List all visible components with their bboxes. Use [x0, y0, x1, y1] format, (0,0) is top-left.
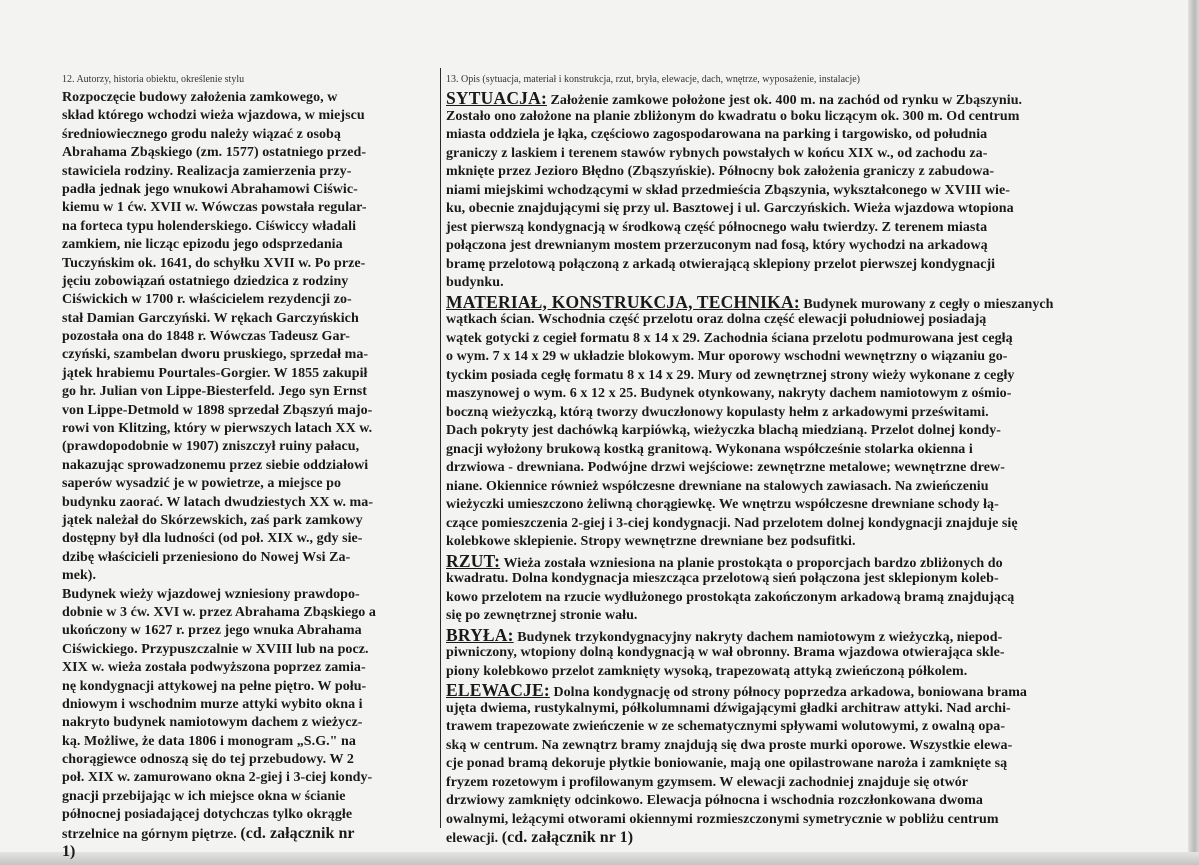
history-line: średniowiecznego grodu należy wiązać z osobą [62, 126, 341, 142]
history-line: padła jednak jego wnukowi Abrahamowi Ciświc- [62, 181, 358, 197]
section-first-line-text: Budynek trzykondygnacyjny nakryty dachem namiotowym z wieżyczką, niepod- [513, 629, 1003, 645]
section-line: owalnymi, leżącymi otworami okiennymi rozmieszczonymi symetrycznie w pobliżu centrum [446, 811, 999, 827]
history-line: nę kondygnacji attykowej na pełne piętro. W połu- [62, 678, 367, 694]
history-caption: 12. Autorzy, historia obiektu, określenie stylu [62, 74, 245, 85]
section-line: budynku. [446, 275, 504, 290]
section-heading: BRYŁA: [446, 624, 514, 645]
history-line: poł. XIX w. zamurowano okna 2-giej i 3-ciej kondy- [62, 770, 373, 786]
history-line: chorągiewce odnoszą się do tej przebudowy. W 2 [62, 752, 354, 768]
history-column [62, 74, 436, 861]
section-line: trawem trapezowate zwieńczenie w ze schematycznymi spływami wolutowymi, z owalną opa- [446, 719, 1006, 734]
history-line: kiemu w 1 ćw. XVII w. Wówczas powstała regular- [62, 200, 367, 216]
section-line: bramę przelotową połączoną z arkadą otwierającą sklepiony przelot pierwszej kondygnacji [446, 256, 996, 272]
history-line: Tuczyńskim ok. 1641, do schyłku XVII w. Po prze- [62, 255, 366, 271]
section-heading: SYTUACJA: [446, 88, 547, 108]
history-line: jęciu zobowiązań ostatniego dziedzica z rodziny [62, 273, 349, 289]
section-line: wieżyczki umieszczono żeliwną chorągiewkę. We wnętrzu współczesne drewniane schody łą- [446, 497, 999, 512]
section-line: drzwiowa - drewniana. Podwójne drzwi wejściowe: zewnętrzne metalowe; wewnętrzne drew- [446, 460, 1005, 475]
description-text [446, 89, 1174, 848]
section-line: się po zewnętrznej stronie wału. [446, 608, 638, 623]
history-line: XIX w. wieża została podwyższona poprzez zamia- [62, 660, 366, 676]
history-line: (prawdopodobnie w 1907) zniszczył ruiny pałacu, [62, 439, 360, 455]
section-heading: ELEWACJE: [446, 680, 550, 700]
history-line: dniowym i wschodnim murze attyki wybito okna i [62, 696, 363, 712]
history-line: rowi von Klitzing, który w pierwszych latach XX w. [62, 421, 373, 437]
section-line: gnacji wyłożony brukową kostką granitową. Wykonana współcześnie stolarka okienna i [446, 441, 973, 457]
section-line: wątek gotycki z cegieł formatu 8 x 14 x 29. Zachodnia ściana przelotu podmurowana jest cegłą [446, 330, 1013, 346]
history-last-line-text: strzelnice na górnym piętrze. [62, 826, 237, 842]
description-caption: 13. Opis (sytuacja, materiał i konstrukcja, rzut, bryła, elewacje, dach, wnętrze, wyposażenie, instalacje) [446, 74, 860, 85]
section-first-line [446, 293, 1174, 312]
section-line: kowo przelotem na rzucie wydłużonego prostokąta zakończonym arkadową bramą znajdującą [446, 589, 1015, 605]
history-line: zamkiem, nie licząc epizodu jego odsprzedania [62, 237, 343, 253]
section-line: maszynowej o wym. 6 x 12 x 25. Budynek otynkowany, nakryty dachem namiotowym z ośmio- [446, 386, 1012, 401]
section-line: cje ponad bramą dekoruje płytkie boniowanie, mają one opilastrowane naroża i zamknięte są [446, 756, 1008, 771]
section-line: kwadratu. Dolna kondygnacja mieszcząca przelotową sień połączona jest sklepionym koleb- [446, 571, 999, 586]
section-heading: MATERIAŁ, KONSTRUKCJA, TECHNIKA: [446, 291, 800, 312]
section-line: miasta oddziela je łąka, częściowo zagospodarowana na parking i targowisko, od południa [446, 127, 988, 142]
history-line: czyński, szambelan dworu pruskiego, sprzedał ma- [62, 347, 369, 363]
section-first-line [446, 681, 1174, 700]
section-line: ku, obecnie znajdującymi się przy ul. Basztowej i ul. Garczyńskich. Wieża wjazdowa wtopiona [446, 201, 1014, 216]
history-line: stawiciela rodziny. Realizacja zamierzenia przy- [62, 163, 352, 179]
history-line: dobnie w 3 ćw. XVI w. przez Abrahama Zbąskiego a [62, 604, 376, 620]
history-text [62, 89, 436, 825]
section-line: graniczy z laskiem i terenem stawów rybnych powstałych w końcu XIX w., od zachodu za- [446, 145, 988, 161]
section-line: wątkach ścian. Wschodnia część przelotu oraz dolna część elewacji południowej posiadają [446, 312, 987, 327]
section-first-line [446, 626, 1174, 645]
section-line: jest pierwszą kondygnacją w środkową część północnego wału twierdzy. Z terenem miasta [446, 219, 988, 235]
section-line: tyckim posiada cegłę formatu 8 x 14 x 29. Mury od zewnętrznej strony wieży wykonane z cegły [446, 367, 1015, 383]
section-line: mknięte przez Jezioro Błędno (Zbąszyńskie). Północny bok założenia graniczy z zabudowa- [446, 164, 995, 179]
section-line: piwniczony, wtopiony dolną kondygnacją w wał obronny. Brama wjazdowa otwierająca skle- [446, 645, 1005, 660]
section-line: ską w centrum. Na zewnątrz bramy znajdują się dwa proste murki oporowe. Wszystkie elewa- [446, 737, 1013, 753]
history-line: północnej posiadającej dotychczas tylko okrągłe [62, 807, 353, 823]
section-heading: RZUT: [446, 550, 501, 571]
section-line: drzwiowy zamknięty odcinkowo. Elewacja północna i wschodnia rozczłonkowana dwoma [446, 793, 983, 808]
history-line: gnacji przebijając w ich miejsce okna w ścianie [62, 788, 346, 804]
history-line: nakazując sprowadzonemu przez siebie oddziałowi [62, 457, 369, 473]
section-line: Dach pokryty jest dachówką karpiówką, wieżyczka blachą miedzianą. Przelot dolnej kondy- [446, 423, 1002, 438]
history-last-line [62, 825, 436, 843]
section-line: połączona jest drewnianym mostem przerzuconym nad fosą, który wychodzi na arkadową [446, 238, 988, 253]
scan-edge-right [1188, 0, 1199, 865]
section-line: ujęta dwiema, rustykalnymi, półkolumnami dźwigającymi gładki architraw attyki. Nad archi- [446, 700, 1011, 716]
section-first-line-text: Dolna kondygnację od strony północy poprzedza arkadowa, boniowana brama [549, 685, 1027, 700]
history-line: Rozpoczęcie budowy założenia zamkowego, w [62, 90, 338, 105]
history-line: dzibę właścicieli przeniesiono do Nowej Wsi Za- [62, 549, 351, 565]
column-divider [440, 68, 441, 828]
section-first-line [446, 89, 1174, 108]
history-line: skład którego wchodzi wieża wjazdowa, w miejscu [62, 108, 365, 124]
history-line: ką. Możliwe, że data 1806 i monogram „S.G." na [62, 733, 356, 749]
section-line: czące pomieszczenia 2-giej i 3-ciej kondygnacji. Nad przelotem dolnej kondygnacji znajduje się [446, 515, 1018, 531]
section-line: niane. Okiennice również współczesne drewniane na stalowych zawiasach. Na zwieńczeniu [446, 478, 989, 494]
section-line: piony kolebkowo przelot zamknięty wysoką, trapezowatą attyką zwieńczoną półkolem. [446, 663, 968, 679]
history-line: dostępny był dla ludności (od poł. XIX w., gdy sie- [62, 531, 363, 547]
section-line: Zostało ono założone na planie zbliżonym do kwadratu o boku liczącym ok. 300 m. Od centrum [446, 108, 1020, 124]
history-line: Abrahama Zbąskiego (zm. 1577) ostatniego przed- [62, 145, 367, 161]
description-column [446, 74, 1174, 846]
section-line: kolebkowe sklepienie. Stropy wewnętrzne drewniane bez podsufitki. [446, 534, 856, 549]
history-line: go hr. Julian von Lippe-Biesterfeld. Jego syn Ernst [62, 384, 368, 400]
history-line: stał Damian Garczyński. W rękach Garczyńskich [62, 310, 359, 326]
history-line: mek). [62, 568, 97, 584]
section-line: boczną wieżyczką, którą tworzy dwuczłonowy kopulasty hełm z arkadowymi prześwitami. [446, 404, 989, 420]
section-first-line-text: Wieża została wzniesiona na planie prostokąta o proporcjach bardzo zbliżonych do [500, 555, 1003, 571]
history-line: na forteca typu holenderskiego. Ciświccy władali [62, 218, 357, 234]
history-line: ukończony w 1627 r. przez jego wnuka Abrahama [62, 623, 362, 639]
section-first-line [446, 552, 1174, 571]
history-line: nakryto budynek namiotowym dachem z wieżycz- [62, 715, 363, 731]
history-line: budynku zaorać. W latach dwudziestych XX w. ma- [62, 494, 374, 510]
section-first-line-text: Budynek murowany z cegły o mieszanych [799, 296, 1054, 312]
history-line: pozostała ona do 1848 r. Wówczas Tadeusz Gar- [62, 329, 350, 345]
section-last-line-text: elewacji. [446, 831, 499, 846]
section-last-line [446, 829, 1174, 848]
section-first-line-text: Założenie zamkowe położone jest ok. 400 m. na zachód od rynku w Zbąszyniu. [546, 93, 1023, 108]
description-appendix-ref: (cd. załącznik nr 1) [501, 829, 634, 846]
history-line: Ciświckiego. Przypuszczalnie w XVIII lub na pocz. [62, 641, 369, 657]
history-line: jątek należał do Skórzewskich, zaś park zamkowy [62, 512, 363, 528]
history-line: von Lippe-Detmold w 1898 sprzedał Zbąszyń majo- [62, 402, 373, 418]
history-final-line: 1) [62, 843, 76, 861]
history-line: Budynek wieży wjazdowej wzniesiony prawdopo- [62, 586, 360, 602]
history-line: saperów wysadzić je w powietrze, a miejsce po [62, 476, 342, 492]
history-appendix-ref: (cd. załącznik nr [240, 824, 355, 842]
section-line: o wym. 7 x 14 x 29 w układzie blokowym. Mur oporowy wschodni wewnętrzny o wiązaniu go- [446, 349, 1008, 364]
section-line: fryzem rozetowym i profilowanym gzymsem. W elewacji zachodniej znajduje się otwór [446, 774, 969, 790]
history-line: jątek hrabiemu Pourtales-Gorgier. W 1855 zakupił [62, 365, 368, 381]
history-line: Ciświckich w 1700 r. właścicielem rezydencji zo- [62, 292, 352, 308]
section-line: niami miejskimi wchodzącymi w skład przedmieścia Zbąszynia, wykształconego w XVIII wie- [446, 182, 1010, 198]
